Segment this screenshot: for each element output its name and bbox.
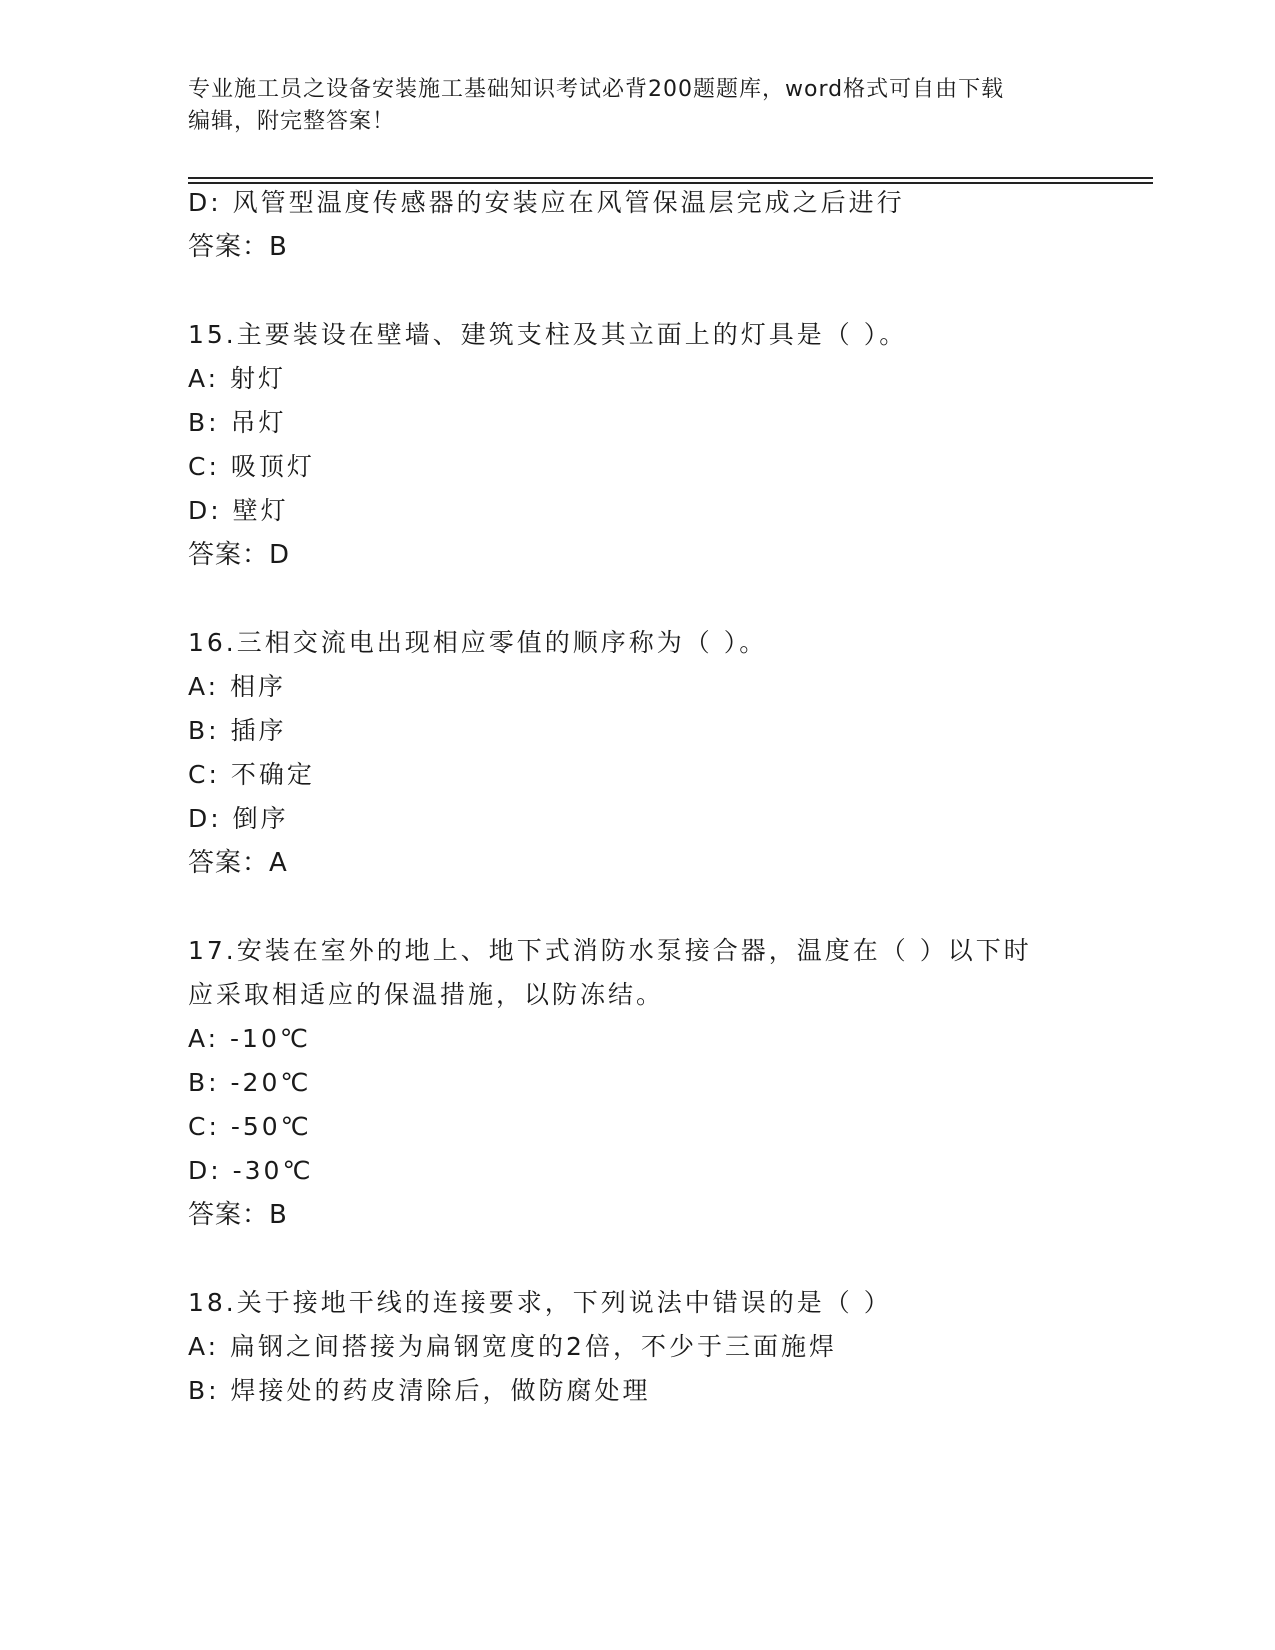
q16-option-a: A: 相序 (188, 672, 287, 701)
prev-option-d: D: 风管型温度传感器的安装应在风管保温层完成之后进行 (188, 188, 905, 217)
q18-stem: 18.关于接地干线的连接要求，下列说法中错误的是（ ） (188, 1288, 892, 1317)
header-title-line-1: 专业施工员之设备安装施工基础知识考试必背200题题库，word格式可自由下载 (188, 77, 1005, 102)
q16-option-c: C: 不确定 (188, 760, 315, 789)
q17-option-d: D: -30℃ (188, 1156, 314, 1185)
q16-answer: 答案：A (188, 848, 288, 878)
prev-answer: 答案：B (188, 232, 288, 262)
header-divider-bottom (188, 182, 1153, 184)
q15-answer: 答案：D (188, 540, 291, 570)
q17-option-b: B: -20℃ (188, 1068, 312, 1097)
q15-option-b: B: 吊灯 (188, 408, 287, 437)
q18-option-b: B: 焊接处的药皮清除后，做防腐处理 (188, 1376, 651, 1405)
q17-option-a: A: -10℃ (188, 1024, 311, 1053)
q17-answer: 答案：B (188, 1200, 288, 1230)
q16-stem: 16.三相交流电出现相应零值的顺序称为（ ）。 (188, 628, 768, 657)
header-divider-top (188, 177, 1153, 179)
q17-stem-line-1: 17.安装在室外的地上、地下式消防水泵接合器，温度在（ ）以下时 (188, 936, 1032, 965)
q17-option-c: C: -50℃ (188, 1112, 312, 1141)
q16-option-d: D: 倒序 (188, 804, 289, 833)
q15-option-d: D: 壁灯 (188, 496, 289, 525)
q15-stem: 15.主要装设在壁墙、建筑支柱及其立面上的灯具是（ ）。 (188, 320, 908, 349)
q18-option-a: A: 扁钢之间搭接为扁钢宽度的2倍，不少于三面施焊 (188, 1332, 837, 1361)
q16-option-b: B: 插序 (188, 716, 287, 745)
document-header (188, 74, 1088, 138)
header-title-line-2: 编辑，附完整答案！ (188, 109, 396, 134)
q15-option-a: A: 射灯 (188, 364, 287, 393)
q17-stem-line-2: 应采取相适应的保温措施，以防冻结。 (188, 980, 665, 1009)
q15-option-c: C: 吸顶灯 (188, 452, 315, 481)
